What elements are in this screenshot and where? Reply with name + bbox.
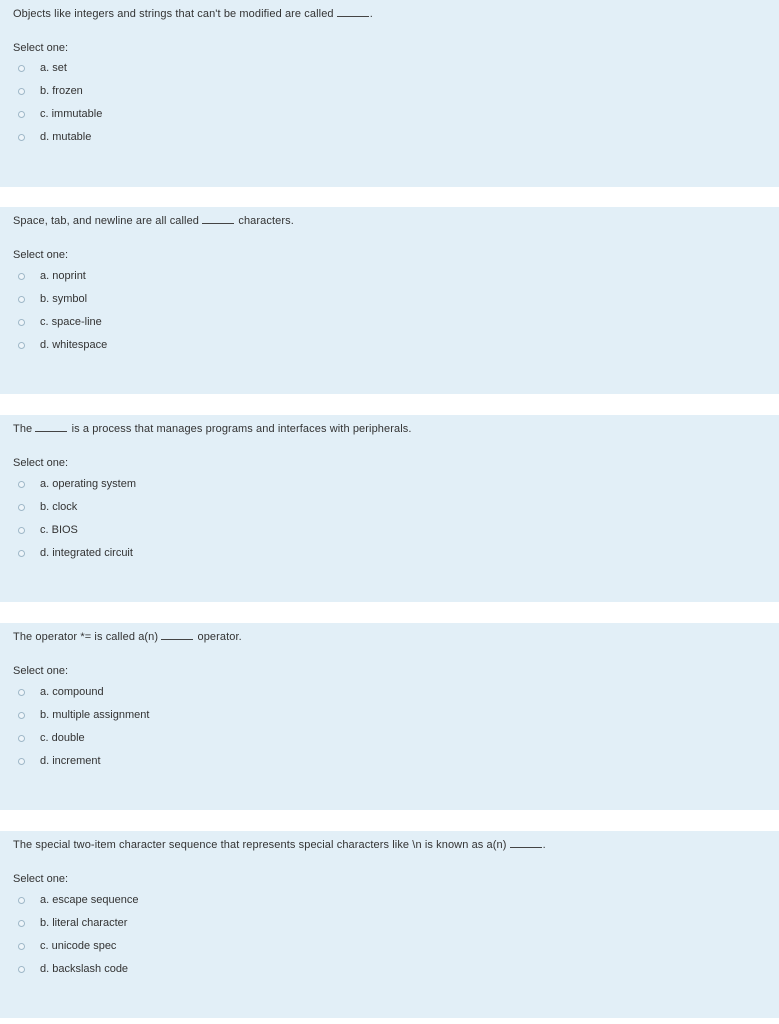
answer-blank xyxy=(510,847,542,848)
radio-button[interactable] xyxy=(18,65,25,72)
option-label[interactable]: b. literal character xyxy=(40,917,128,929)
question-card-5 xyxy=(0,831,779,1018)
option-label[interactable]: c. immutable xyxy=(40,108,103,120)
option-1c[interactable] xyxy=(18,106,102,122)
question-card-4 xyxy=(0,623,779,810)
select-one-label: Select one: xyxy=(13,457,69,469)
option-label[interactable]: d. increment xyxy=(40,755,101,767)
radio-button[interactable] xyxy=(18,758,25,765)
option-label[interactable]: d. integrated circuit xyxy=(40,547,133,559)
answer-blank xyxy=(202,223,234,224)
option-label[interactable]: a. compound xyxy=(40,686,104,698)
answer-blank xyxy=(161,639,193,640)
question-card-1 xyxy=(0,0,779,187)
option-label[interactable]: a. set xyxy=(40,62,67,74)
radio-button[interactable] xyxy=(18,342,25,349)
question-text-part: The operator *= is called a(n) xyxy=(13,631,159,643)
radio-button[interactable] xyxy=(18,943,25,950)
radio-button[interactable] xyxy=(18,504,25,511)
radio-button[interactable] xyxy=(18,296,25,303)
option-5a[interactable] xyxy=(18,892,138,908)
radio-button[interactable] xyxy=(18,481,25,488)
question-text xyxy=(13,839,546,851)
question-card-3 xyxy=(0,415,779,602)
radio-button[interactable] xyxy=(18,527,25,534)
radio-button[interactable] xyxy=(18,966,25,973)
select-one-label: Select one: xyxy=(13,249,69,261)
select-one-label: Select one: xyxy=(13,665,69,677)
question-text xyxy=(13,423,412,435)
question-card-2 xyxy=(0,207,779,394)
question-text-part: Space, tab, and newline are all called xyxy=(13,215,200,227)
option-5d[interactable] xyxy=(18,961,128,977)
option-3d[interactable] xyxy=(18,545,133,561)
option-4c[interactable] xyxy=(18,730,85,746)
radio-button[interactable] xyxy=(18,735,25,742)
option-3c[interactable] xyxy=(18,522,78,538)
option-4a[interactable] xyxy=(18,684,104,700)
radio-button[interactable] xyxy=(18,920,25,927)
option-4d[interactable] xyxy=(18,753,101,769)
radio-button[interactable] xyxy=(18,111,25,118)
option-3b[interactable] xyxy=(18,499,77,515)
option-2a[interactable] xyxy=(18,268,86,284)
option-label[interactable]: b. symbol xyxy=(40,293,88,305)
option-1a[interactable] xyxy=(18,60,67,76)
option-label[interactable]: a. noprint xyxy=(40,270,86,282)
option-label[interactable]: d. mutable xyxy=(40,131,92,143)
question-text xyxy=(13,215,294,227)
question-text: Objects like integers and strings that can't be modified are called . xyxy=(13,8,373,20)
option-2b[interactable] xyxy=(18,291,87,307)
option-label[interactable]: d. whitespace xyxy=(40,339,108,351)
option-label[interactable]: a. escape sequence xyxy=(40,894,139,906)
option-5c[interactable] xyxy=(18,938,116,954)
radio-button[interactable] xyxy=(18,88,25,95)
option-1d[interactable] xyxy=(18,129,91,145)
select-one-label: Select one: xyxy=(13,873,69,885)
option-label[interactable]: c. double xyxy=(40,732,85,744)
option-2d[interactable] xyxy=(18,337,107,353)
question-text-part: characters. xyxy=(238,215,294,227)
radio-button[interactable] xyxy=(18,319,25,326)
option-label[interactable]: c. BIOS xyxy=(40,524,78,536)
option-4b[interactable] xyxy=(18,707,149,723)
radio-button[interactable] xyxy=(18,273,25,280)
question-text-part: . xyxy=(542,839,546,851)
option-5b[interactable] xyxy=(18,915,127,931)
question-text-part: is a process that manages programs and interfaces with peripherals. xyxy=(71,423,412,435)
option-label[interactable]: b. clock xyxy=(40,501,78,513)
option-label[interactable]: a. operating system xyxy=(40,478,136,490)
select-one-label: Select one: xyxy=(13,42,69,54)
radio-button[interactable] xyxy=(18,689,25,696)
answer-blank xyxy=(337,16,369,17)
option-label[interactable]: c. space-line xyxy=(40,316,102,328)
option-label[interactable]: d. backslash code xyxy=(40,963,129,975)
option-3a[interactable] xyxy=(18,476,136,492)
question-text xyxy=(13,631,242,643)
radio-button[interactable] xyxy=(18,712,25,719)
option-2c[interactable] xyxy=(18,314,102,330)
radio-button[interactable] xyxy=(18,134,25,141)
question-text-part: The xyxy=(13,423,33,435)
answer-blank xyxy=(35,431,67,432)
question-text-part: operator. xyxy=(197,631,242,643)
radio-button[interactable] xyxy=(18,550,25,557)
question-text-part: The special two-item character sequence that represents special characters like \n is known as a(n) xyxy=(13,839,507,851)
option-label[interactable]: b. multiple assignment xyxy=(40,709,150,721)
option-label[interactable]: c. unicode spec xyxy=(40,940,117,952)
option-label[interactable]: b. frozen xyxy=(40,85,83,97)
option-1b[interactable] xyxy=(18,83,83,99)
radio-button[interactable] xyxy=(18,897,25,904)
question-text-part: Objects like integers and strings that can't be modified are called xyxy=(13,8,334,20)
